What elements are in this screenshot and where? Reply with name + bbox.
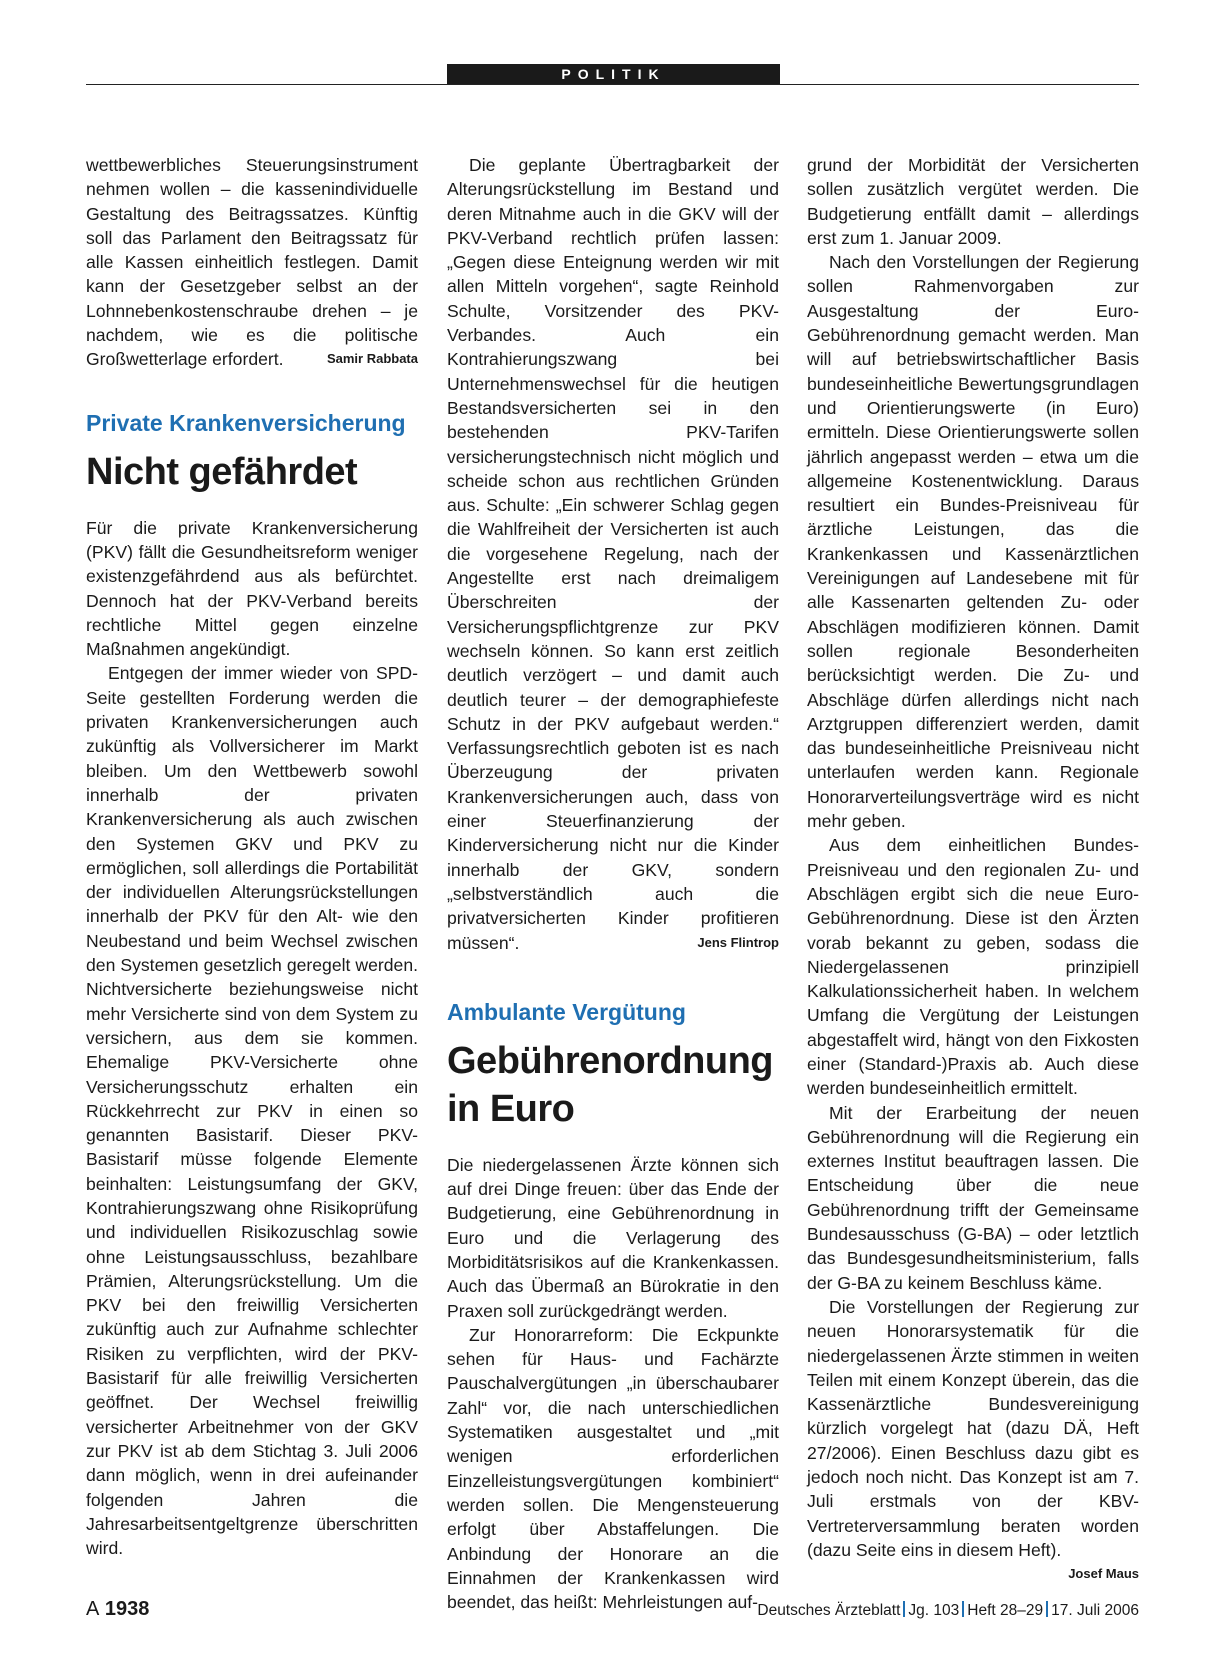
- separator: [1046, 1601, 1048, 1617]
- issue: Heft 28–29: [967, 1602, 1044, 1619]
- paragraph: wettbewerbliches Steuerungsinstrument nehmen wollen – die kassenindividuelle Gestaltung des Beitragssatzes. Künftig soll das Parlament den Beitragssatz für alle Kassen einheitlich festlegen. Damit kann der Gesetzgeber selbst an der Lohnnebenkostenschraube drehen – je nachdem, wie es die politische Großwetterlage erfordert. Samir Rabbata: [86, 153, 418, 372]
- footer-citation: [757, 1601, 1139, 1620]
- paragraph: Die geplante Übertragbarkeit der Alterungsrückstellung im Bestand und deren Mitnahme auch in die GKV will der PKV-Verband rechtlich prüfen lassen: „Gegen diese Enteignung werden wir mit allen Mitteln vorgehen“, sagte Reinhold Schulte, Vorsitzender des PKV-Verbandes. Auch ein Kontrahierungszwang bei Unternehmenswechsel für die heutigen Bestandsversicherten sei in den bestehenden PKV-Tarifen versicherungstechnisch nicht möglich und scheide schon aus rechtlichen Gründen aus. Schulte: „Ein schwerer Schlag gegen die Wahlfreiheit der Versicherten ist auch die vorgesehene Regelung, nach der Angestellte erst nach dreimaligem Überschreiten der Versicherungspflichtgrenze zur PKV wechseln können. So kann erst zeitlich deutlich verzögert – und damit auch deutlich teurer – der demographiefeste Schutz in der PKV aufgebaut werden.“ Verfassungsrechtlich geboten ist es nach Überzeugung der privaten Krankenversicherungen auch, dass von einer Steuerfinanzierung der Kinderversicherung nicht nur die Kinder innerhalb der GKV, sondern „selbstverständlich auch die privatversicherten Kinder profitieren müssen“. Jens Flintrop: [447, 153, 779, 955]
- column-3: [807, 153, 1139, 1587]
- paragraph: Mit der Erarbeitung der neuen Gebührenordnung will die Regierung ein externes Institut beauftragen lassen. Die Entscheidung über die neue Gebührenordnung trifft der Gemeinsame Bundesausschuss (G-BA) – oder letztlich das Bundesgesundheitsministerium, falls der G-BA zu keinem Beschluss käme.: [807, 1102, 1139, 1293]
- author-byline: Jens Flintrop: [697, 934, 779, 950]
- paragraph: Entgegen der immer wieder von SPD-Seite gestellten Forderung werden die privaten Krankenversicherungen auch zukünftig als Vollversicherer im Markt bleiben. Um den Wettbewerb sowohl innerhalb der privaten Krankenversicherung als auch zwischen den Systemen GKV und PKV zu ermöglichen, soll allerdings die Portabilität der individuellen Alterungsrückstellungen innerhalb der PKV für den Alt- wie den Neubestand und beim Wechsel zwischen den Systemen gesetzlich geregelt werden. Nichtversicherte beziehungsweise nicht mehr Versicherte sind von dem System zu versichern, aus dem sie kommen. Ehemalige PKV-Versicherte ohne Versicherungsschutz erhalten ein Rückkehrrecht zur PKV in einen so genannten Basistarif. Dieser PKV-Basistarif müsse folgende Elemente beinhalten: Leistungsumfang der GKV, Kontrahierungszwang ohne Risikoprüfung und individuellen Risikozuschlag sowie ohne Leistungsausschluss, bezahlbare Prämien, Alterungsrückstellung. Um die PKV bei den freiwillig Versicherten zukünftig auch zur Aufnahme schlechter Risiken zu verpflichten, wird der PKV-Basistarif für alle freiwillig Versicherten geöffnet. Der Wechsel freiwillig versicherter Arbeitnehmer von der GKV zur PKV ist ab dem Stichtag 3. Juli 2006 dann möglich, wenn in drei aufeinander folgenden Jahren die Jahresarbeitsentgeltgrenze überschritten wird.: [86, 663, 418, 1559]
- paragraph: Nach den Vorstellungen der Regierung sollen Rahmenvorgaben zur Ausgestaltung der Euro-Gebührenordnung gemacht werden. Man will auf betriebswirtschaftlicher Basis bundeseinheitliche Bewertungsgrundlagen und Orientierungswerte (in Euro) ermitteln. Diese Orientierungswerte sollen jährlich angepasst werden – etwa um die allgemeine Kostenentwicklung. Daraus resultiert ein Bundes-Preisniveau für ärztliche Leistungen, das die Krankenkassen und Kassenärztlichen Vereinigungen auf Landesebene mit für alle Kassenarten geltenden Zu- oder Abschlägen modifizieren können. Damit sollen regionale Besonderheiten berücksichtigt werden. Die Zu- und Abschläge dürfen allerdings nicht nach Arztgruppen differenziert werden, damit das bundeseinheitliche Preisniveau nicht unterlaufen werden kann. Regionale Honorarverteilungsverträge wird es nicht mehr geben.: [807, 252, 1139, 832]
- article-kicker: Ambulante Vergütung: [447, 998, 686, 1025]
- article-kicker: Private Krankenversicherung: [86, 409, 406, 436]
- journal-name: Deutsches Ärzteblatt: [757, 1602, 901, 1619]
- paragraph: Aus dem einheitlichen Bundes-Preisniveau und den regionalen Zu- und Abschlägen ergibt sich die neue Euro-Gebührenordnung. Diese ist den Ärzten vorab bekannt zu geben, sodass die Niedergelassenen prinzipiell Kalkulationssicherheit haben. In welchem Umfang die Vergütung der Leistungen abgestaffelt wird, hängt von den Fixkosten einer (Standard-)Praxis ab. Auch diese werden bundeseinheitlich ermittelt.: [807, 835, 1139, 1099]
- volume: Jg. 103: [908, 1602, 960, 1619]
- article-headline: Nicht gefährdet: [86, 450, 358, 493]
- separator: [903, 1601, 905, 1617]
- separator: [962, 1601, 964, 1617]
- paragraph: Zur Honorarreform: Die Eckpunkte sehen für Haus- und Fachärzte Pauschalvergütungen „in überschaubarer Zahl“ vor, die nach unterschiedlichen Systematiken ausgestaltet und „mit wenigen erforderlichen Einzelleistungsvergütungen kombiniert“ werden sollen. Die Mengensteuerung erfolgt über Abstaffelungen. Die Anbindung der Honorare an die Einnahmen der Krankenkassen wird beendet, das heißt: Mehrleistungen auf-: [447, 1324, 779, 1613]
- column-1: [86, 153, 418, 1560]
- paragraph: grund der Morbidität der Versicherten sollen zusätzlich vergütet werden. Die Budgetierung entfällt damit – allerdings erst zum 1. Januar 2009.: [807, 155, 1139, 248]
- paragraph: Für die private Krankenversicherung (PKV) fällt die Gesundheitsreform weniger existenzgefährdend aus als befürchtet. Dennoch hat der PKV-Verband bereits rechtliche Mittel gegen einzelne Maßnahmen angekündigt.: [86, 517, 418, 660]
- page-number: A 1938: [86, 1598, 150, 1620]
- paragraph: Die Vorstellungen der Regierung zur neuen Honorarsystematik für die niedergelassenen Ärzte stimmen in weiten Teilen mit einem Konzept überein, das die Kassenärztliche Bundesvereinigung kürzlich vorgelegt hat (dazu DÄ, Heft 27/2006). Einen Beschluss dazu gibt es jedoch noch nicht. Das Konzept ist am 7. Juli erstmals von der KBV-Vertreterversammlung beraten worden (dazu Seite eins in diesem Heft). Josef Maus: [807, 1295, 1139, 1562]
- paragraph: Die niedergelassenen Ärzte können sich auf drei Dinge freuen: über das Ende der Budgetierung, eine Gebührenordnung in Euro und die Verlagerung des Morbiditätsrisikos auf die Krankenkassen. Auch das Übermaß an Bürokratie in den Praxen soll zurückgedrängt werden.: [447, 1154, 779, 1321]
- author-byline: Josef Maus: [1068, 1566, 1139, 1582]
- column-2: [447, 153, 779, 1614]
- date: 17. Juli 2006: [1051, 1602, 1139, 1619]
- author-byline: Samir Rabbata: [326, 351, 418, 367]
- article-headline: Gebührenordnung in Euro: [447, 1039, 774, 1130]
- section-label: POLITIK: [447, 64, 780, 85]
- header-rule: [86, 84, 1139, 85]
